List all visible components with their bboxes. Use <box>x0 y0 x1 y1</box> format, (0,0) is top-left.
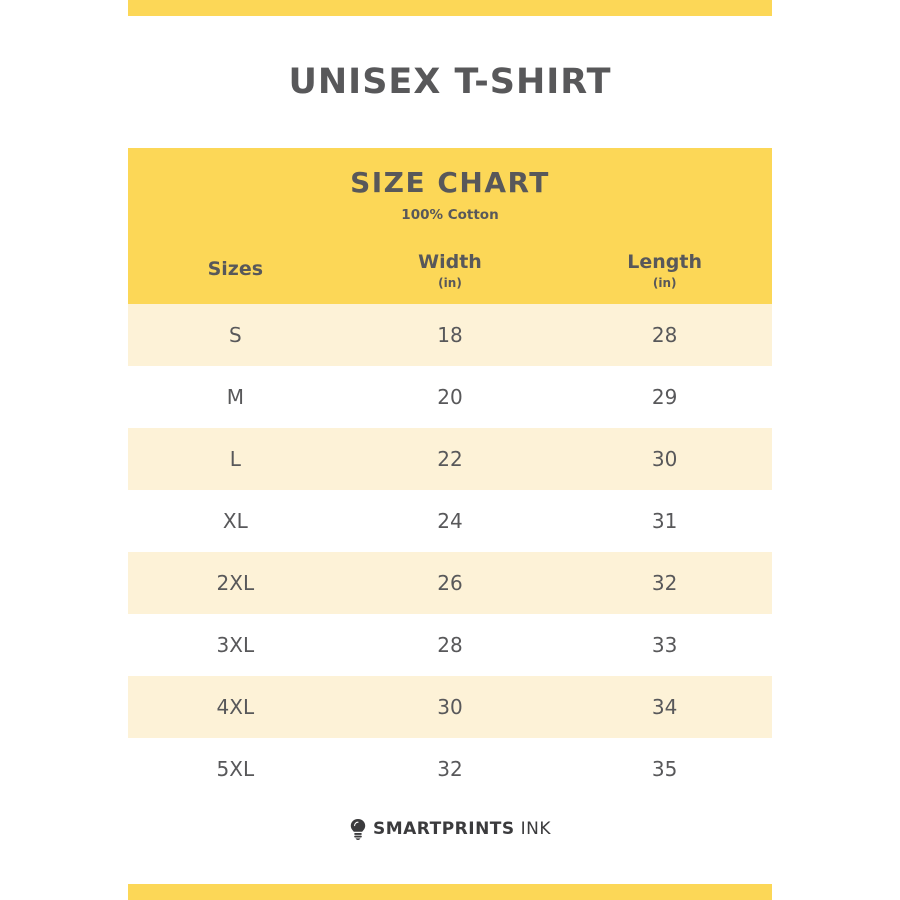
cell-width: 26 <box>343 552 558 614</box>
cell-width: 32 <box>343 738 558 800</box>
cell-width: 24 <box>343 490 558 552</box>
brand-name-primary: SMARTPRINTS <box>372 819 515 839</box>
table-row <box>128 552 772 614</box>
column-header-length: Length (in) <box>627 251 703 290</box>
cell-size: 5XL <box>128 738 343 800</box>
cell-length: 33 <box>557 614 772 676</box>
table-row <box>128 490 772 552</box>
table-row <box>128 738 772 800</box>
cell-size: 2XL <box>128 552 343 614</box>
cell-width: 30 <box>343 676 558 738</box>
cell-width: 28 <box>343 614 558 676</box>
column-header-width: Width (in) <box>418 251 482 290</box>
bottom-accent-bar <box>128 884 772 900</box>
cell-size: S <box>128 304 343 366</box>
size-table <box>128 239 772 800</box>
cell-length: 28 <box>557 304 772 366</box>
top-accent-bar <box>128 0 772 16</box>
cell-size: L <box>128 428 343 490</box>
cell-size: M <box>128 366 343 428</box>
chart-header-title: SIZE CHART <box>350 166 550 199</box>
table-row <box>128 366 772 428</box>
column-header-sizes: Sizes <box>207 258 264 280</box>
cell-length: 34 <box>557 676 772 738</box>
footer <box>0 818 900 844</box>
chart-header-material: 100% Cotton <box>401 207 499 223</box>
cell-width: 22 <box>343 428 558 490</box>
cell-length: 31 <box>557 490 772 552</box>
cell-length: 35 <box>557 738 772 800</box>
cell-length: 30 <box>557 428 772 490</box>
table-header-row <box>128 239 772 304</box>
lightbulb-icon <box>349 818 367 840</box>
cell-size: XL <box>128 490 343 552</box>
chart-header <box>128 148 772 239</box>
brand-name-secondary: INK <box>520 819 552 839</box>
brand-logo <box>349 818 551 840</box>
cell-size: 4XL <box>128 676 343 738</box>
cell-length: 29 <box>557 366 772 428</box>
table-row <box>128 614 772 676</box>
cell-width: 20 <box>343 366 558 428</box>
table-row <box>128 304 772 366</box>
cell-size: 3XL <box>128 614 343 676</box>
cell-width: 18 <box>343 304 558 366</box>
page-title: UNISEX T-SHIRT <box>288 62 612 102</box>
table-row <box>128 676 772 738</box>
size-chart-container <box>128 148 772 800</box>
table-row <box>128 428 772 490</box>
cell-length: 32 <box>557 552 772 614</box>
